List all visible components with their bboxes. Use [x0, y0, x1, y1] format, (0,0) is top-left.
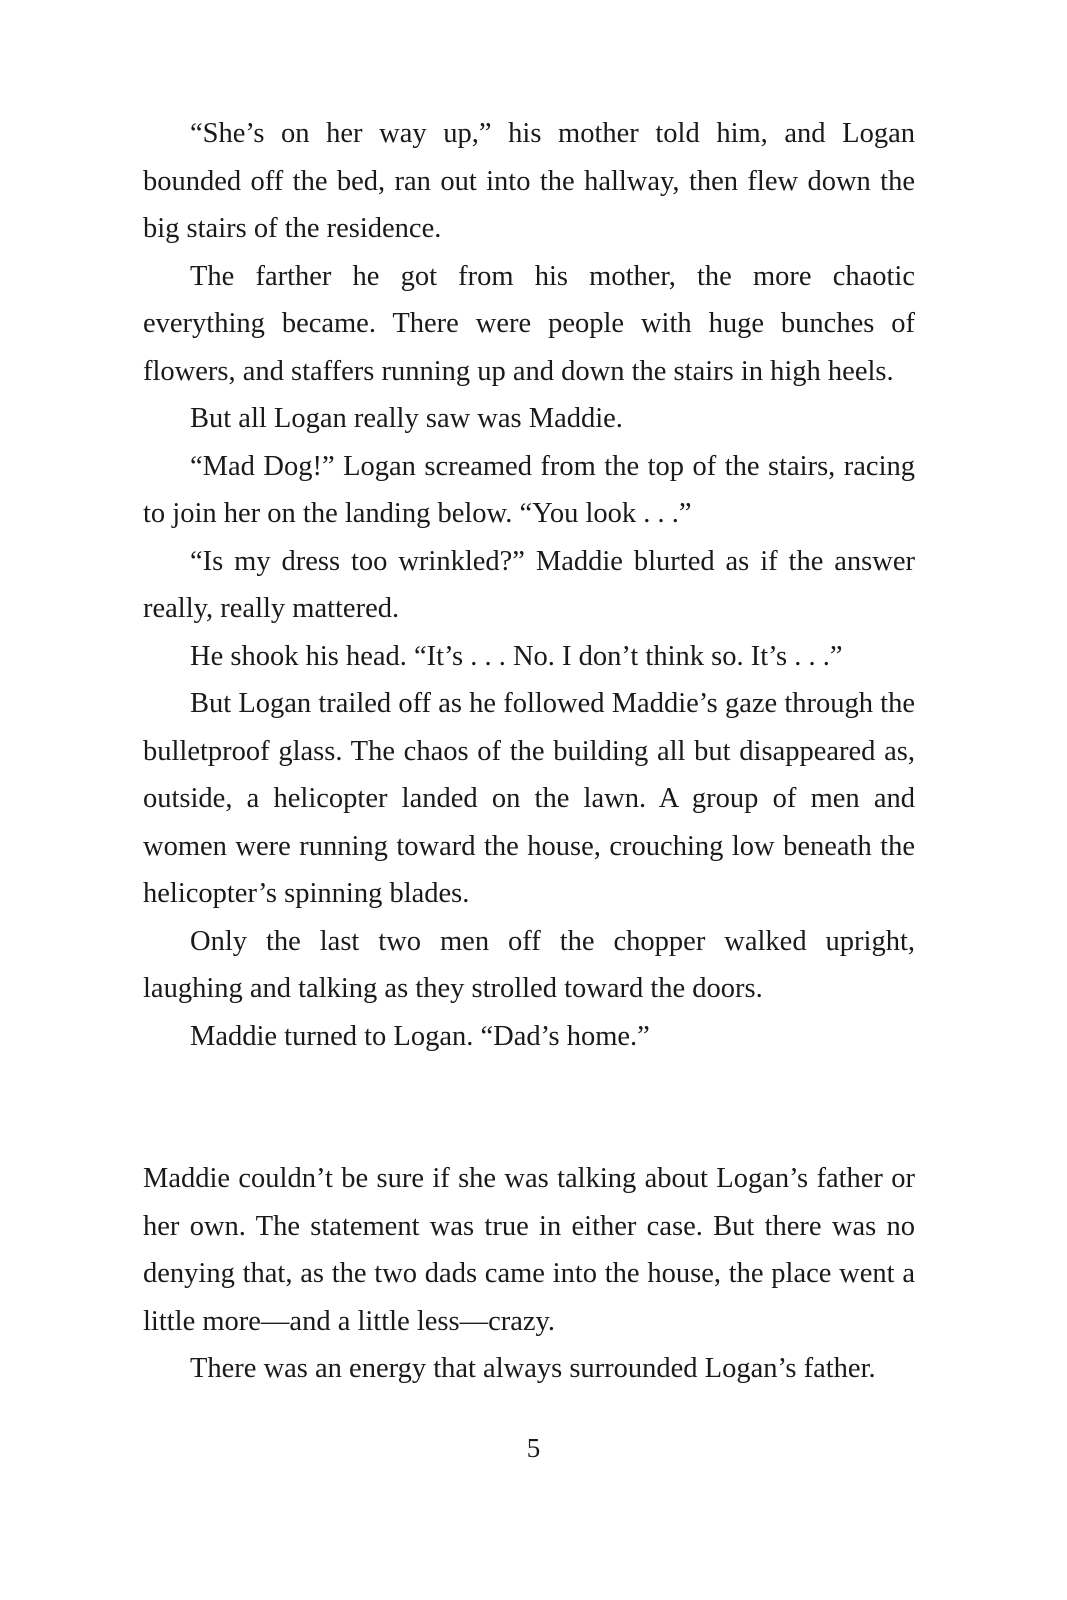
- paragraph: Only the last two men off the chopper walked upright, laughing and talking as they strolled toward the doors.: [143, 925, 915, 1004]
- paragraph: Maddie turned to Logan. “Dad’s home.”: [190, 1020, 650, 1052]
- paragraph-section-start: Maddie couldn’t be sure if she was talking about Logan’s father or her own. The statement was true in either case. But there was no denying that, as the two dads came into the house, the place went a little more—and a little less—crazy.: [143, 1163, 915, 1337]
- paragraph: “Is my dress too wrinkled?” Maddie blurted as if the answer really, really mattered.: [143, 545, 915, 624]
- paragraph: But all Logan really saw was Maddie.: [190, 403, 623, 434]
- paragraph: He shook his head. “It’s . . . No. I don’t think so. It’s . . .”: [190, 640, 843, 672]
- paragraph: But Logan trailed off as he followed Maddie’s gaze through the bulletproof glass. The chaos of the building all but disappeared as, outside, a helicopter landed on the lawn. A group of men and women were running toward the house, crouching low beneath the helicopter’s spinning blades.: [143, 688, 915, 909]
- paragraph: “She’s on her way up,” his mother told him, and Logan bounded off the bed, ran out into the hallway, then flew down the big stairs of the residence.: [143, 118, 915, 244]
- paragraph: There was an energy that always surrounded Logan’s father.: [190, 1353, 876, 1384]
- paragraph: The farther he got from his mother, the more chaotic everything became. There were people with huge bunches of flowers, and staffers running up and down the stairs in high heels.: [143, 260, 915, 387]
- section-2: [143, 1155, 915, 1393]
- paragraph: “Mad Dog!” Logan screamed from the top of the stairs, racing to join her on the landing below. “You look . . .”: [143, 450, 915, 529]
- page-number: 5: [526, 1433, 541, 1463]
- section-1: [143, 110, 915, 1060]
